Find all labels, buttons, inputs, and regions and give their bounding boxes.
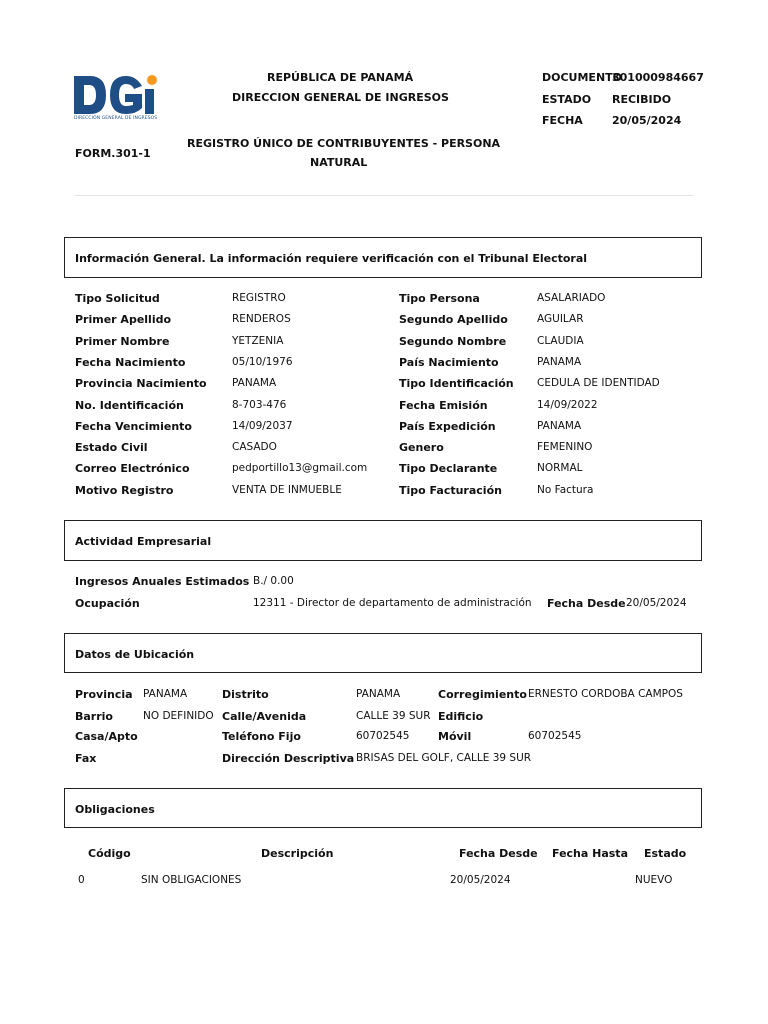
dgi-logo-tagline: DIRECCIÓN GENERAL DE INGRESOS [74, 116, 158, 121]
barrio-label: Barrio [75, 710, 113, 723]
obligaciones-header-fecha-desde: Fecha Desde [459, 847, 538, 860]
distrito-label: Distrito [222, 688, 269, 701]
obligaciones-header-descripcion: Descripción [261, 847, 334, 860]
general-value: 05/10/1976 [232, 356, 293, 368]
header-estado-value: RECIBIDO [612, 93, 672, 106]
section-obligaciones-header [64, 788, 702, 828]
general-value: REGISTRO [232, 292, 286, 304]
general-label: Tipo Persona [399, 292, 480, 305]
general-value: YETZENIA [232, 335, 284, 347]
provincia-value: PANAMA [143, 688, 188, 700]
general-value: RENDEROS [232, 313, 291, 325]
general-label: Segundo Nombre [399, 335, 507, 348]
general-label: Tipo Identificación [399, 377, 514, 390]
general-value: PANAMA [537, 420, 582, 432]
header-agency: DIRECCION GENERAL DE INGRESOS [232, 91, 449, 104]
general-value: NORMAL [537, 462, 583, 474]
obligaciones-row-codigo: 0 [78, 874, 85, 886]
form-title-line2: NATURAL [310, 156, 368, 169]
general-label: Tipo Facturación [399, 484, 502, 497]
obligaciones-header-codigo: Código [88, 847, 131, 860]
section-ubicacion-header [64, 633, 702, 673]
header-documento-value: 301000984667 [612, 71, 704, 84]
section-ubicacion-title: Datos de Ubicación [75, 648, 195, 661]
obligaciones-header-estado: Estado [644, 847, 687, 860]
direccion-value: BRISAS DEL GOLF, CALLE 39 SUR [356, 752, 532, 764]
general-value: pedportillo13@gmail.com [232, 462, 368, 474]
corregimiento-label: Corregimiento [438, 688, 527, 701]
general-label: Segundo Apellido [399, 313, 508, 326]
header-documento-label: DOCUMENTO [542, 71, 623, 84]
general-label: País Expedición [399, 420, 496, 433]
general-label: Motivo Registro [75, 484, 174, 497]
calle-value: CALLE 39 SUR [356, 710, 431, 722]
general-label: Primer Nombre [75, 335, 170, 348]
general-label: Primer Apellido [75, 313, 172, 326]
general-value: No Factura [537, 484, 594, 496]
direccion-label: Dirección Descriptiva [222, 752, 355, 765]
general-value: PANAMA [232, 377, 277, 389]
general-value: ASALARIADO [537, 292, 606, 304]
form-code: FORM.301-1 [75, 147, 151, 160]
general-value: AGUILAR [537, 313, 584, 325]
fecha-desde-label: Fecha Desde [547, 597, 626, 610]
general-value: PANAMA [537, 356, 582, 368]
section-general-header [64, 237, 702, 278]
header-estado-label: ESTADO [542, 93, 592, 106]
general-label: Tipo Declarante [399, 462, 498, 475]
obligaciones-header-fecha-hasta: Fecha Hasta [552, 847, 628, 860]
general-label: No. Identificación [75, 399, 184, 412]
header-republic: REPÚBLICA DE PANAMÁ [267, 71, 414, 84]
section-actividad-header [64, 520, 702, 561]
movil-value: 60702545 [528, 730, 582, 742]
general-label: Fecha Nacimiento [75, 356, 186, 369]
fax-label: Fax [75, 752, 97, 765]
general-value: CASADO [232, 441, 277, 453]
general-value: CLAUDIA [537, 335, 584, 347]
section-obligaciones-title: Obligaciones [75, 803, 155, 816]
dgi-logo-mark [72, 72, 162, 120]
obligaciones-row-estado: NUEVO [635, 874, 673, 886]
general-label: Tipo Solicitud [75, 292, 160, 305]
casa-label: Casa/Apto [75, 730, 138, 743]
general-value: 14/09/2022 [537, 399, 598, 411]
ingresos-label: Ingresos Anuales Estimados [75, 575, 250, 588]
general-label: Fecha Vencimiento [75, 420, 192, 433]
header-fecha-value: 20/05/2024 [612, 114, 682, 127]
obligaciones-row-fecha-desde: 20/05/2024 [450, 874, 511, 886]
general-label: Genero [399, 441, 444, 454]
telefono-label: Teléfono Fijo [222, 730, 301, 743]
section-actividad-title: Actividad Empresarial [75, 535, 212, 548]
general-label: Correo Electrónico [75, 462, 190, 475]
fecha-desde-value: 20/05/2024 [626, 597, 687, 609]
header-fecha-label: FECHA [542, 114, 583, 127]
section-general-title: Información General. La información requiere verificación con el Tribunal Electoral [75, 252, 588, 265]
ocupacion-value: 12311 - Director de departamento de administración [253, 597, 532, 609]
header-divider [74, 195, 694, 196]
calle-label: Calle/Avenida [222, 710, 307, 723]
distrito-value: PANAMA [356, 688, 401, 700]
edificio-label: Edificio [438, 710, 484, 723]
general-label: País Nacimiento [399, 356, 499, 369]
general-label: Provincia Nacimiento [75, 377, 207, 390]
telefono-value: 60702545 [356, 730, 410, 742]
barrio-value: NO DEFINIDO [143, 710, 214, 722]
general-value: 14/09/2037 [232, 420, 293, 432]
movil-label: Móvil [438, 730, 472, 743]
dgi-logo [72, 72, 162, 128]
general-value: 8-703-476 [232, 399, 287, 411]
ocupacion-label: Ocupación [75, 597, 140, 610]
form-title-line1: REGISTRO ÚNICO DE CONTRIBUYENTES - PERSONA [187, 137, 501, 150]
obligaciones-row-descripcion: SIN OBLIGACIONES [141, 874, 242, 886]
general-value: CEDULA DE IDENTIDAD [537, 377, 660, 389]
ingresos-value: B./ 0.00 [253, 575, 294, 587]
general-value: VENTA DE INMUEBLE [232, 484, 342, 496]
general-value: FEMENINO [537, 441, 593, 453]
corregimiento-value: ERNESTO CORDOBA CAMPOS [528, 688, 683, 700]
general-label: Fecha Emisión [399, 399, 488, 412]
general-label: Estado Civil [75, 441, 148, 454]
provincia-label: Provincia [75, 688, 133, 701]
